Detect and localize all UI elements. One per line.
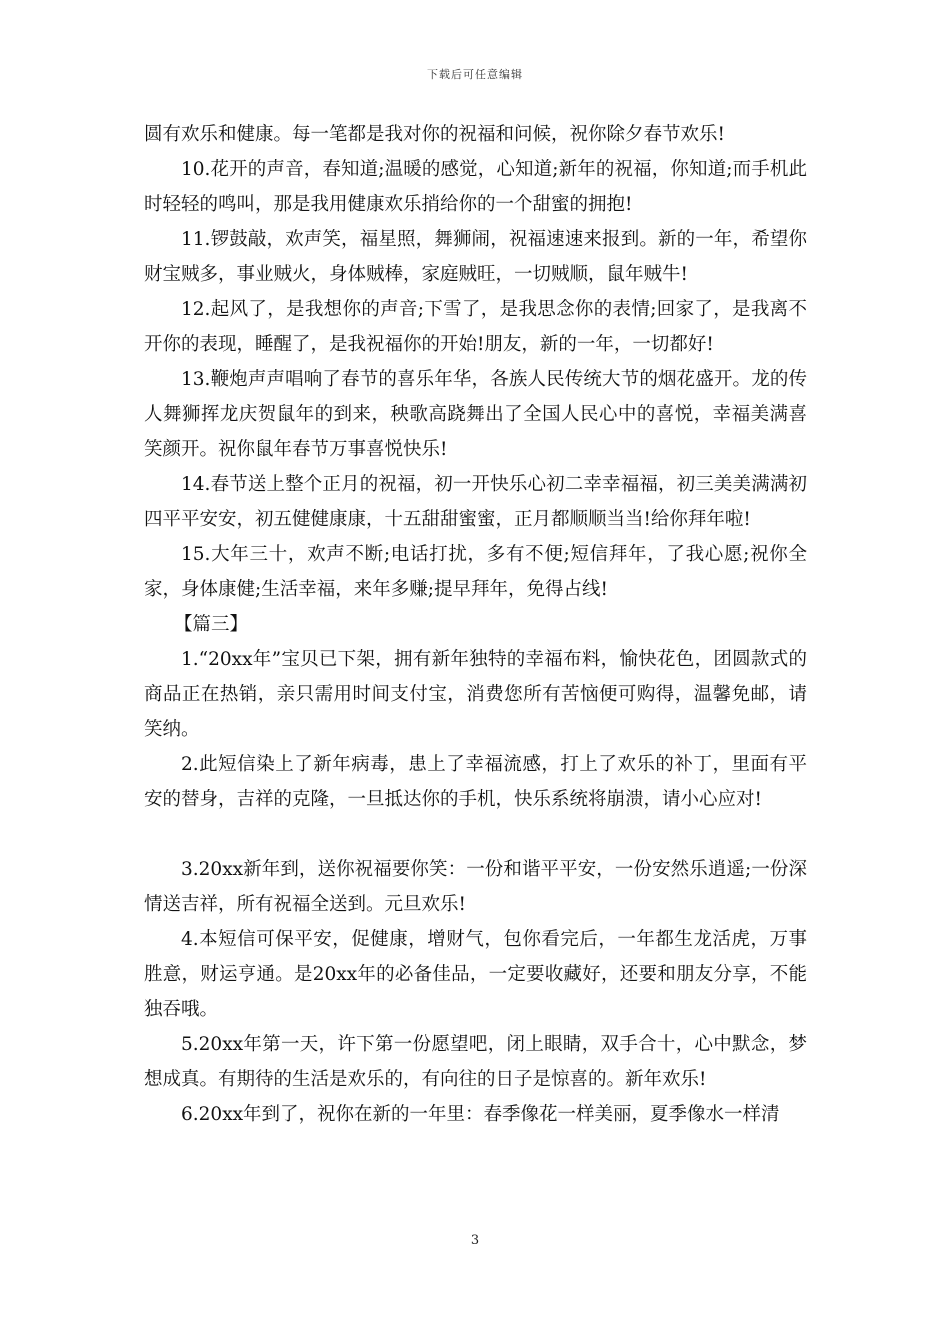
- page-number: 3: [470, 1233, 480, 1248]
- paragraph: 1.“20xx年”宝贝已下架，拥有新年独特的幸福布料，愉快花色，团圆款式的商品正在热销，亲只需用时间支付宝，消费您所有苦恼便可购得，温馨免邮，请笑纳。: [144, 649, 807, 740]
- paragraph: 11.锣鼓敲，欢声笑，福星照，舞狮闹，祝福速速来报到。新的一年，希望你财宝贼多，事业贼火，身体贼棒，家庭贼旺，一切贼顺，鼠年贼牛!: [144, 229, 807, 285]
- section-heading: 【篇三】: [174, 614, 249, 635]
- paragraph: 圆有欢乐和健康。每一笔都是我对你的祝福和问候，祝你除夕春节欢乐!: [144, 124, 725, 145]
- paragraph: 15.大年三十，欢声不断;电话打扰，多有不便;短信拜年，了我心愿;祝你全家，身体康健;生活幸福，来年多赚;提早拜年，免得占线!: [144, 544, 807, 600]
- paragraph: 2.此短信染上了新年病毒，患上了幸福流感，打上了欢乐的补丁，里面有平安的替身，吉祥的克隆，一旦抵达你的手机，快乐系统将崩溃，请小心应对!: [144, 754, 807, 810]
- paragraph: 4.本短信可保平安，促健康，增财气，包你看完后，一年都生龙活虎，万事胜意，财运亨通。是20xx年的必备佳品，一定要收藏好，还要和朋友分享，不能独吞哦。: [144, 929, 807, 1020]
- paragraph: 6.20xx年到了，祝你在新的一年里：春季像花一样美丽，夏季像水一样清: [181, 1104, 780, 1125]
- paragraph: 5.20xx年第一天，许下第一份愿望吧，闭上眼睛，双手合十，心中默念，梦想成真。有期待的生活是欢乐的，有向往的日子是惊喜的。新年欢乐!: [144, 1034, 807, 1090]
- paragraph: 10.花开的声音，春知道;温暖的感觉，心知道;新年的祝福，你知道;而手机此时轻轻的鸣叫，那是我用健康欢乐捎给你的一个甜蜜的拥抱!: [144, 159, 807, 215]
- paragraph: 13.鞭炮声声唱响了春节的喜乐年华，各族人民传统大节的烟花盛开。龙的传人舞狮挥龙庆贺鼠年的到来，秧歌高跷舞出了全国人民心中的喜悦，幸福美满喜笑颜开。祝你鼠年春节万事喜悦快乐!: [144, 369, 807, 460]
- paragraph: 14.春节送上整个正月的祝福，初一开快乐心初二幸幸福福，初三美美满满初四平平安安，初五健健康康，十五甜甜蜜蜜，正月都顺顺当当!给你拜年啦!: [144, 474, 807, 530]
- page-header: 下载后可任意编辑: [427, 68, 523, 81]
- document-body: [144, 117, 807, 1132]
- paragraph: 12.起风了，是我想你的声音;下雪了，是我思念你的表情;回家了，是我离不开你的表现，睡醒了，是我祝福你的开始!朋友，新的一年，一切都好!: [144, 299, 807, 355]
- paragraph: 3.20xx新年到，送你祝福要你笑：一份和谐平平安，一份安然乐逍遥;一份深情送吉祥，所有祝福全送到。元旦欢乐!: [144, 859, 807, 915]
